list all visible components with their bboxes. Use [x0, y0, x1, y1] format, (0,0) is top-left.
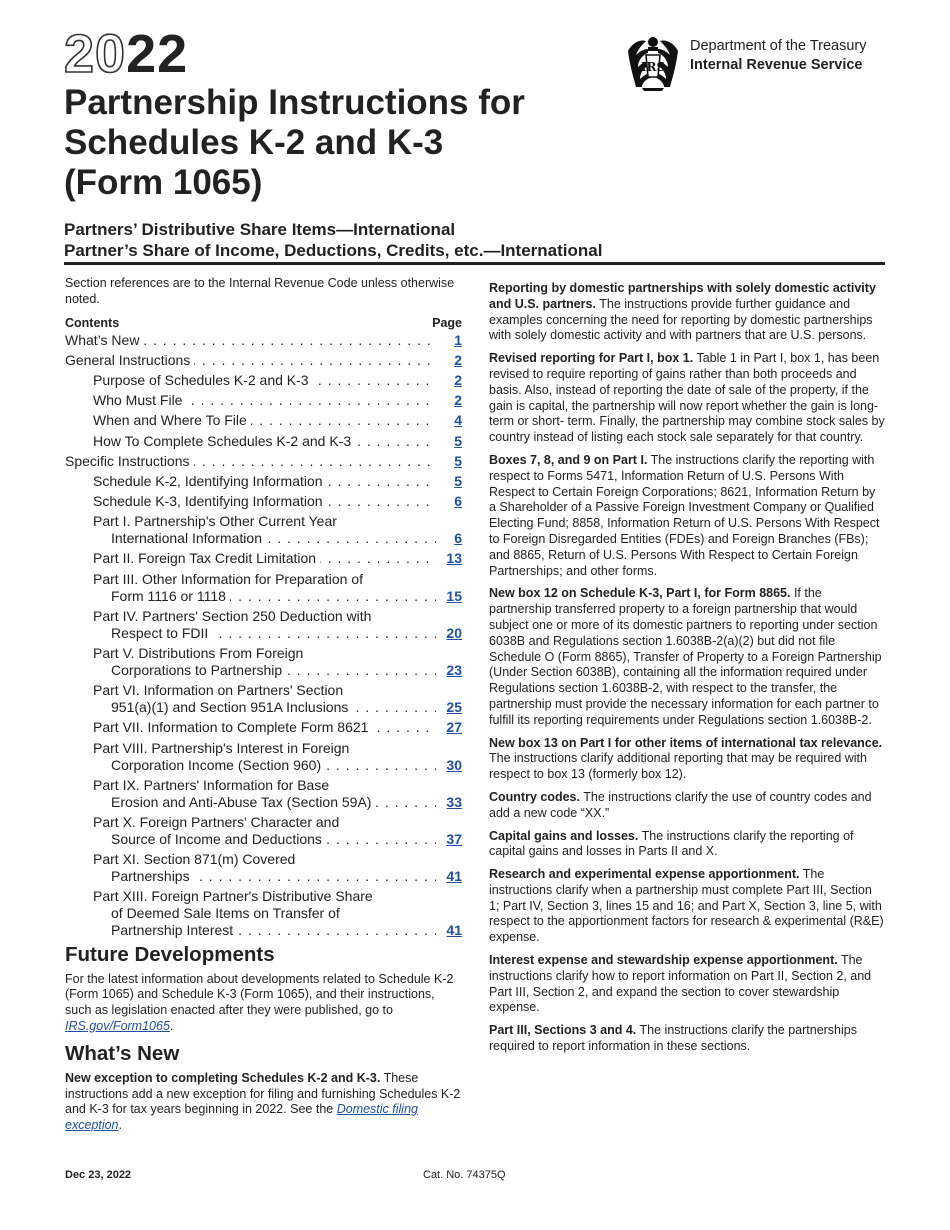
toc-entry-label: How To Complete Schedules K-2 and K-3: [93, 433, 355, 449]
toc-entry[interactable]: [65, 851, 462, 885]
toc-page-link[interactable]: 25: [446, 699, 462, 716]
subtitle-line-2: Partner’s Share of Income, Deductions, Credits, etc.—International: [64, 241, 603, 260]
toc-entry-label-cont: Corporation Income (Section 960): [111, 757, 325, 774]
paragraph-body: The instructions clarify the use of country codes and add a new code “XX.”: [489, 789, 872, 820]
left-column: [65, 276, 462, 1141]
paragraph-body: The instructions clarify additional reporting that may be required with respect to box 13 (formerly box 12).: [489, 751, 867, 782]
toc-entry[interactable]: [65, 513, 462, 547]
toc-entry[interactable]: [65, 645, 462, 679]
toc-entry-label: Part VIII. Partnership's Interest in Foreign: [93, 739, 350, 756]
toc-page-link[interactable]: 6: [454, 530, 462, 547]
table-of-contents: [65, 332, 462, 940]
paragraph-lead: Capital gains and losses.: [489, 828, 639, 843]
paragraph-body: The instructions clarify how to report information on Part II, Section 2, and Part III, Section 2, and expand the section to cover stewardship expense.: [489, 953, 872, 1015]
whats-new-end: .: [118, 1118, 122, 1133]
toc-page-link[interactable]: 2: [454, 351, 462, 368]
paragraph: [489, 736, 885, 783]
toc-page-link[interactable]: 20: [446, 624, 462, 641]
paragraph-lead: Boxes 7, 8, and 9 on Part I.: [489, 452, 648, 467]
paragraph-body: The instructions provide further guidance and examples concerning the need for reporting by domestic partnerships with solely domestic activity and with partners that are U.S. persons.: [489, 296, 873, 343]
toc-entry-label-cont: International Information: [111, 530, 266, 547]
toc-entry[interactable]: [65, 433, 462, 450]
footer-date: Dec 23, 2022: [65, 1169, 132, 1181]
toc-entry-label: Part VI. Information on Partners' Section: [93, 682, 344, 699]
toc-page-link[interactable]: 41: [446, 922, 462, 939]
paragraph: [489, 953, 885, 1016]
title-line-3: (Form 1065): [64, 163, 263, 202]
year-outline: 20: [64, 24, 127, 84]
form-year: [64, 24, 189, 84]
toc-entry-label: Schedule K-3, Identifying Information: [93, 493, 327, 509]
toc-entry[interactable]: [65, 352, 462, 369]
page-subtitle: [64, 219, 894, 261]
toc-entry-label: Part XIII. Foreign Partner's Distributive Share: [93, 888, 373, 905]
subtitle-line-1: Partners’ Distributive Share Items—International: [64, 220, 456, 239]
toc-entry-label: Schedule K-2, Identifying Information: [93, 473, 327, 489]
toc-entry-label-cont: Source of Income and Deductions: [111, 831, 326, 848]
toc-entry[interactable]: [65, 571, 462, 605]
toc-entry-label: Part I. Partnership's Other Current Year: [93, 513, 337, 530]
toc-entry-label-cont: Form 1116 or 1118: [111, 588, 230, 605]
paragraph: [489, 281, 885, 344]
toc-entry-label: What’s New: [65, 332, 143, 348]
toc-entry-label: Specific Instructions: [65, 453, 194, 469]
paragraph-lead: Revised reporting for Part I, box 1.: [489, 351, 694, 366]
toc-entry-label: Part XI. Section 871(m) Covered: [93, 851, 296, 868]
paragraph-body: Table 1 in Part I, box 1, has been revised to require reporting of gains rather than both proceeds and basis. Also, instead of reporting the date of sale of the property, if the gain is capital, the partnership will now report whether the gain is long-term or short- term. Finally, the partnership may combine stock sales by country instead of listing each stock sale separately for that country.: [489, 351, 885, 445]
toc-entry[interactable]: [65, 608, 462, 642]
paragraph: [489, 829, 885, 861]
toc-page-link[interactable]: 15: [446, 587, 462, 604]
toc-page-link[interactable]: 5: [454, 472, 462, 489]
toc-entry-label-cont: Erosion and Anti-Abuse Tax (Section 59A): [111, 794, 375, 811]
toc-entry-label: When and Where To File: [93, 412, 251, 428]
paragraph-body: If the partnership transferred property to a foreign partnership that would subject one or more of its domestic partners to reporting under section 6038B and Regulations section 1.6038B-2(a)(2) but did not file Schedule O (Form 8865), Transfer of Property to a Foreign Partnership (Under Section 6038B), containing all the information required under Regulations section 1.6038B-2, with respect to the transfer, the partnership must provide the necessary information for each partner to fulfill its reporting requirements under Regulations section 1.6038B-2.: [489, 586, 882, 727]
toc-page-link[interactable]: 5: [454, 432, 462, 449]
future-developments-heading: Future Developments: [65, 942, 275, 966]
toc-page-link[interactable]: 2: [454, 392, 462, 409]
toc-page-link[interactable]: 4: [454, 412, 462, 429]
toc-entry[interactable]: [65, 814, 462, 848]
toc-entry[interactable]: [65, 740, 462, 774]
contents-label: Contents: [65, 315, 120, 330]
paragraph-lead: Reporting by domestic partnerships with solely domestic activity and U.S. partners.: [489, 281, 876, 311]
agency-irs: Internal Revenue Service: [690, 57, 863, 73]
paragraph: [489, 351, 885, 446]
paragraph: [489, 1023, 885, 1055]
toc-page-link[interactable]: 5: [454, 452, 462, 469]
toc-page-link[interactable]: 30: [446, 756, 462, 773]
toc-entry-label: Who Must File: [93, 392, 186, 408]
paragraph-lead: Research and experimental expense apportionment.: [489, 867, 800, 882]
toc-page-link[interactable]: 6: [454, 493, 462, 510]
title-line-2: Schedules K-2 and K-3: [64, 123, 444, 162]
right-column: [489, 281, 885, 1062]
future-text: For the latest information about developments related to Schedule K-2 (Form 1065) and Schedule K-3 (Form 1065), and their instructions, such as legislation enacted after they were published, go to: [65, 971, 454, 1018]
title-line-1: Partnership Instructions for: [64, 83, 525, 122]
paragraph-body: The instructions clarify the reporting of capital gains and losses in Parts II and X.: [489, 828, 854, 859]
toc-page-link[interactable]: 2: [454, 371, 462, 388]
toc-entry[interactable]: [65, 682, 462, 716]
paragraph-lead: New box 12 on Schedule K-3, Part I, for Form 8865.: [489, 586, 791, 601]
intro-note: Section references are to the Internal Revenue Code unless otherwise noted.: [65, 276, 455, 306]
toc-entry-label-cont: Corporations to Partnership: [111, 662, 286, 679]
paragraph-lead: Part III, Sections 3 and 4.: [489, 1023, 637, 1038]
paragraph-lead: Interest expense and stewardship expense apportionment.: [489, 953, 838, 968]
toc-page-link[interactable]: 23: [446, 662, 462, 679]
toc-entry[interactable]: [65, 777, 462, 811]
whats-new-heading: What’s New: [65, 1041, 180, 1065]
toc-entry-label: Part V. Distributions From Foreign: [93, 645, 304, 662]
toc-page-link[interactable]: 37: [446, 830, 462, 847]
toc-entry[interactable]: [65, 372, 462, 389]
agency-block: [622, 33, 902, 93]
footer-catalog-number: Cat. No. 74375Q: [423, 1169, 506, 1181]
toc-header: [65, 316, 462, 330]
paragraph-body: The instructions clarify when a partnership must complete Part III, Section 1; Part IV, Section 3, lines 15 and 16; and Part X, Section 3, line 5, with respect to the apportionment factors for research & experimental (R&E) expense.: [489, 867, 884, 945]
irs-eagle-icon: [622, 33, 684, 91]
whats-new-lead: New exception to completing Schedules K-2 and K-3.: [65, 1070, 381, 1085]
page-title: [64, 83, 624, 203]
toc-page-link[interactable]: 41: [446, 868, 462, 885]
future-developments-text: [65, 972, 462, 1035]
title-divider: [64, 262, 885, 265]
paragraph-lead: Country codes.: [489, 789, 580, 804]
paragraph-body: The instructions clarify the partnerships required to report information in these sections.: [489, 1023, 857, 1054]
toc-entry[interactable]: [65, 473, 462, 490]
toc-entry[interactable]: [65, 888, 462, 939]
agency-department: Department of the Treasury: [690, 38, 867, 54]
page-label: Page: [432, 315, 462, 330]
toc-entry-label: Part X. Foreign Partners' Character and: [93, 813, 340, 830]
toc-entry[interactable]: [65, 453, 462, 470]
toc-entry[interactable]: [65, 719, 462, 736]
paragraph: [489, 586, 885, 728]
domestic-filing-exception-link[interactable]: Domestic filing exception: [65, 1102, 418, 1133]
toc-entry[interactable]: [65, 332, 462, 349]
toc-page-link[interactable]: 1: [454, 331, 462, 348]
toc-entry-label-cont: Partnership Interest: [111, 922, 237, 939]
svg-text:IRS: IRS: [640, 60, 666, 74]
whats-new-body: These instructions add a new exception for filing and furnishing Schedules K-2 and K-3 for tax years beginning in 2022. See the: [65, 1070, 461, 1117]
toc-entry-label: Part II. Foreign Tax Credit Limitation: [93, 550, 320, 566]
toc-entry-label-cont: Respect to FDII: [111, 625, 212, 642]
future-end: .: [169, 1018, 174, 1033]
toc-entry-label: Part III. Other Information for Preparation of: [93, 570, 364, 587]
toc-entry[interactable]: [65, 392, 462, 409]
toc-page-link[interactable]: 13: [446, 550, 462, 567]
toc-entry-label-mid: of Deemed Sale Items on Transfer of: [111, 905, 340, 922]
toc-page-link[interactable]: 33: [446, 793, 462, 810]
toc-entry-label: Part VII. Information to Complete Form 8621: [93, 719, 372, 735]
toc-entry-label: Part IV. Partners' Section 250 Deduction with: [93, 607, 372, 624]
toc-entry-label-cont: Partnerships: [111, 868, 194, 885]
paragraph: [489, 453, 885, 579]
toc-page-link[interactable]: 27: [446, 719, 462, 736]
paragraph: [489, 867, 885, 946]
toc-entry-label-cont: 951(a)(1) and Section 951A Inclusions: [111, 699, 352, 716]
paragraph-body: The instructions clarify the reporting with respect to Forms 5471, Information Return of U.S. Persons With Respect to Certain Foreign Corporations; 8621, Information Return by a Shareholder of a Passive Foreign Investment Company or Qualified Electing Fund; 8858, Information Return of U.S. Persons With Respect to Foreign Disregarded Entities (FDEs) and Foreign Branches (FBs); and 8865, Return of U.S. Persons With Respect to Certain Foreign Partnerships; and other forms.: [489, 452, 880, 578]
irs-form1065-link[interactable]: IRS.gov/Form1065: [65, 1018, 170, 1033]
year-solid: 22: [126, 24, 189, 84]
toc-entry-label: General Instructions: [65, 352, 194, 368]
toc-entry[interactable]: [65, 493, 462, 510]
toc-entry[interactable]: [65, 412, 462, 429]
toc-entry-label: Part IX. Partners' Information for Base: [93, 776, 330, 793]
toc-entry[interactable]: [65, 550, 462, 567]
paragraph-lead: New box 13 on Part I for other items of international tax relevance.: [489, 735, 883, 750]
whats-new-text: [65, 1071, 462, 1134]
toc-entry-label: Purpose of Schedules K-2 and K-3: [93, 372, 313, 388]
paragraph: [489, 790, 885, 822]
